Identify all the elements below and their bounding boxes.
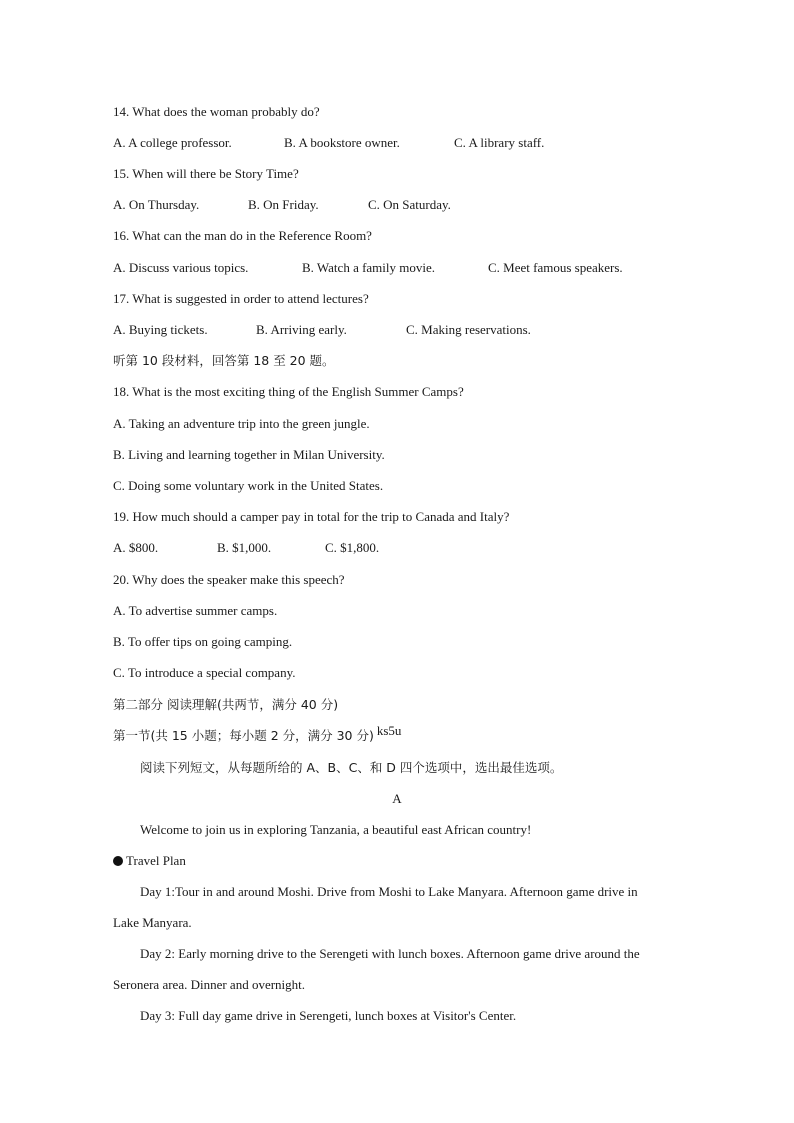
option-a: A. Discuss various topics. [113, 260, 249, 275]
question-18-option-a: A. Taking an adventure trip into the green jungle. [113, 416, 370, 431]
day-2-line-1: Day 2: Early morning drive to the Serengeti with lunch boxes. Afternoon game drive around the [140, 946, 640, 961]
question-20-option-a: A. To advertise summer camps. [113, 603, 278, 618]
section-1-text: 第一节(共 15 小题；每小题 2 分，满分 30 分) [113, 728, 374, 743]
option-c: C. Meet famous speakers. [488, 260, 623, 275]
question-14-options [113, 135, 544, 151]
option-b: B. On Friday. [248, 197, 319, 212]
travel-plan-title: Travel Plan [126, 853, 186, 868]
question-18-option-b: B. Living and learning together in Milan University. [113, 447, 385, 462]
question-16-options [113, 260, 623, 276]
option-c: C. A library staff. [454, 135, 545, 150]
option-b: B. $1,000. [217, 540, 272, 555]
question-15-options [113, 197, 451, 213]
option-b: B. A bookstore owner. [284, 135, 400, 150]
option-b: B. Arriving early. [256, 322, 347, 337]
day-3-line: Day 3: Full day game drive in Serengeti, lunch boxes at Visitor's Center. [140, 1008, 517, 1023]
listening-instruction: 听第 10 段材料，回答第 18 至 20 题。 [113, 353, 335, 368]
option-c: C. $1,800. [325, 540, 380, 555]
option-a: A. A college professor. [113, 135, 232, 150]
day-1-line-2: Lake Manyara. [113, 915, 192, 930]
reading-instruction: 阅读下列短文，从每题所给的 A、B、C、和 D 四个选项中，选出最佳选项。 [140, 760, 563, 775]
option-a: A. $800. [113, 540, 159, 555]
question-20-option-c: C. To introduce a special company. [113, 665, 296, 680]
question-20-stem: 20. Why does the speaker make this speech? [113, 572, 345, 587]
bullet-icon [113, 856, 123, 866]
option-c: C. Making reservations. [406, 322, 531, 337]
day-2-line-2: Seronera area. Dinner and overnight. [113, 977, 306, 992]
question-19-options [113, 540, 379, 556]
passage-intro: Welcome to join us in exploring Tanzania, a beautiful east African country! [140, 822, 532, 837]
question-17-stem: 17. What is suggested in order to attend lectures? [113, 291, 369, 306]
section-1-heading [113, 723, 402, 744]
option-c: C. On Saturday. [368, 197, 451, 212]
passage-label: A [392, 791, 402, 806]
option-b: B. Watch a family movie. [302, 260, 436, 275]
travel-plan-heading [113, 853, 186, 869]
question-17-options [113, 322, 531, 338]
ks5u-mark: ks5u [376, 723, 402, 738]
part-2-heading: 第二部分 阅读理解(共两节，满分 40 分) [113, 697, 339, 712]
option-a: A. Buying tickets. [113, 322, 208, 337]
question-15-stem: 15. When will there be Story Time? [113, 166, 299, 181]
day-1-line-1: Day 1:Tour in and around Moshi. Drive from Moshi to Lake Manyara. Afternoon game drive in [140, 884, 638, 899]
question-14-stem: 14. What does the woman probably do? [113, 104, 320, 119]
option-a: A. On Thursday. [113, 197, 200, 212]
question-18-stem: 18. What is the most exciting thing of the English Summer Camps? [113, 384, 464, 399]
question-19-stem: 19. How much should a camper pay in total for the trip to Canada and Italy? [113, 509, 510, 524]
question-16-stem: 16. What can the man do in the Reference Room? [113, 228, 372, 243]
question-20-option-b: B. To offer tips on going camping. [113, 634, 293, 649]
question-18-option-c: C. Doing some voluntary work in the United States. [113, 478, 384, 493]
